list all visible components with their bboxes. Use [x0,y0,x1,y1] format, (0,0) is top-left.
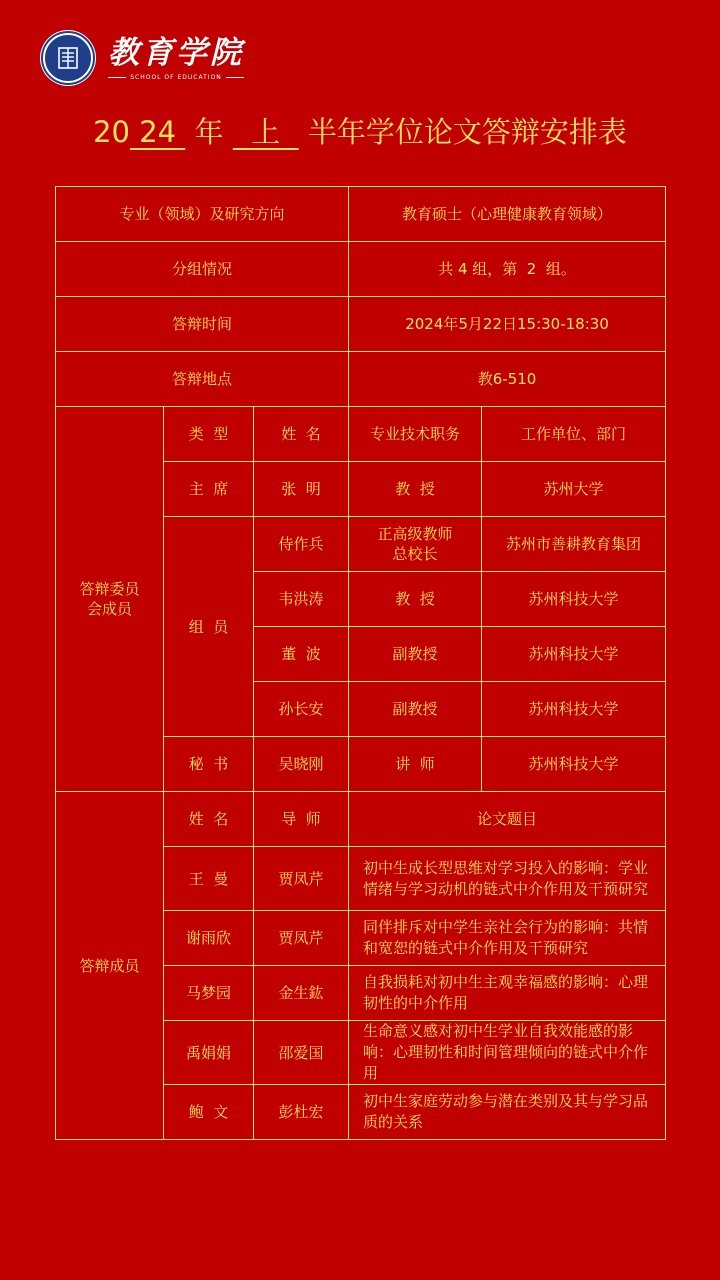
column-header: 姓 名 [254,407,349,462]
member-unit: 苏州科技大学 [482,682,666,737]
table-row [56,297,666,352]
column-header: 专业技术职务 [349,407,482,462]
table-row [56,352,666,407]
group-label: 分组情况 [56,242,349,297]
thesis-topic: 初中生家庭劳动参与潜在类别及其与学习品质的关系 [349,1085,666,1140]
thesis-topic: 自我损耗对初中生主观幸福感的影响：心理韧性的中介作用 [349,966,666,1021]
thesis-topic: 初中生成长型思维对学习投入的影响：学业情绪与学习动机的链式中介作用及干预研究 [349,847,666,911]
student-name: 王 曼 [164,847,254,911]
member-title: 正高级教师 总校长 [349,517,482,572]
member-name: 侍作兵 [254,517,349,572]
member-name: 吴晓刚 [254,737,349,792]
book-icon [54,44,82,72]
student-name: 马梦园 [164,966,254,1021]
column-header: 工作单位、部门 [482,407,666,462]
logo-chinese-name: 教育学院 [108,34,244,71]
committee-section-label: 答辩委员 会成员 [56,407,164,792]
member-unit: 苏州科技大学 [482,627,666,682]
students-section-label: 答辩成员 [56,792,164,1140]
advisor-name: 贾凤芹 [254,847,349,911]
column-header: 论文题目 [349,792,666,847]
member-name: 董 波 [254,627,349,682]
page-title: 20 24 年 上 半年学位论文答辩安排表 [93,115,627,149]
time-label: 答辩时间 [56,297,349,352]
member-type: 组 员 [164,517,254,737]
column-header: 导 师 [254,792,349,847]
member-type: 秘 书 [164,737,254,792]
student-name: 鲍 文 [164,1085,254,1140]
table-row [56,187,666,242]
major-label: 专业（领域）及研究方向 [56,187,349,242]
member-unit: 苏州大学 [482,462,666,517]
member-name: 韦洪涛 [254,572,349,627]
member-title: 教 授 [349,572,482,627]
school-logo [40,28,244,88]
title-year-blank: 24 [139,115,177,149]
member-title: 副教授 [349,682,482,737]
member-name: 张 明 [254,462,349,517]
student-name: 禹娟娟 [164,1021,254,1085]
member-title: 讲 师 [349,737,482,792]
advisor-name: 邵爱国 [254,1021,349,1085]
table-row [56,242,666,297]
column-header: 类 型 [164,407,254,462]
table-row [56,792,666,847]
member-unit: 苏州科技大学 [482,737,666,792]
school-seal-icon [40,30,96,86]
member-title: 教 授 [349,462,482,517]
group-value: 共 4 组，第 2 组。 [349,242,666,297]
place-label: 答辩地点 [56,352,349,407]
advisor-name: 贾凤芹 [254,911,349,966]
member-title: 副教授 [349,627,482,682]
major-value: 教育硕士（心理健康教育领域） [349,187,666,242]
student-name: 谢雨欣 [164,911,254,966]
time-value: 2024年5月22日15:30-18:30 [349,297,666,352]
member-unit: 苏州市善耕教育集团 [482,517,666,572]
thesis-topic: 生命意义感对初中生学业自我效能感的影响：心理韧性和时间管理倾向的链式中介作用 [349,1021,666,1085]
member-type: 主 席 [164,462,254,517]
defense-schedule-table [55,186,666,1140]
thesis-topic: 同伴排斥对中学生亲社会行为的影响：共情和宽恕的链式中介作用及干预研究 [349,911,666,966]
table-row [56,407,666,462]
member-unit: 苏州科技大学 [482,572,666,627]
advisor-name: 彭杜宏 [254,1085,349,1140]
title-half-blank: 上 [251,115,281,149]
advisor-name: 金生鈜 [254,966,349,1021]
place-value: 教6-510 [349,352,666,407]
member-name: 孙长安 [254,682,349,737]
logo-english-name: SCHOOL OF EDUCATION [108,74,244,81]
column-header: 姓 名 [164,792,254,847]
